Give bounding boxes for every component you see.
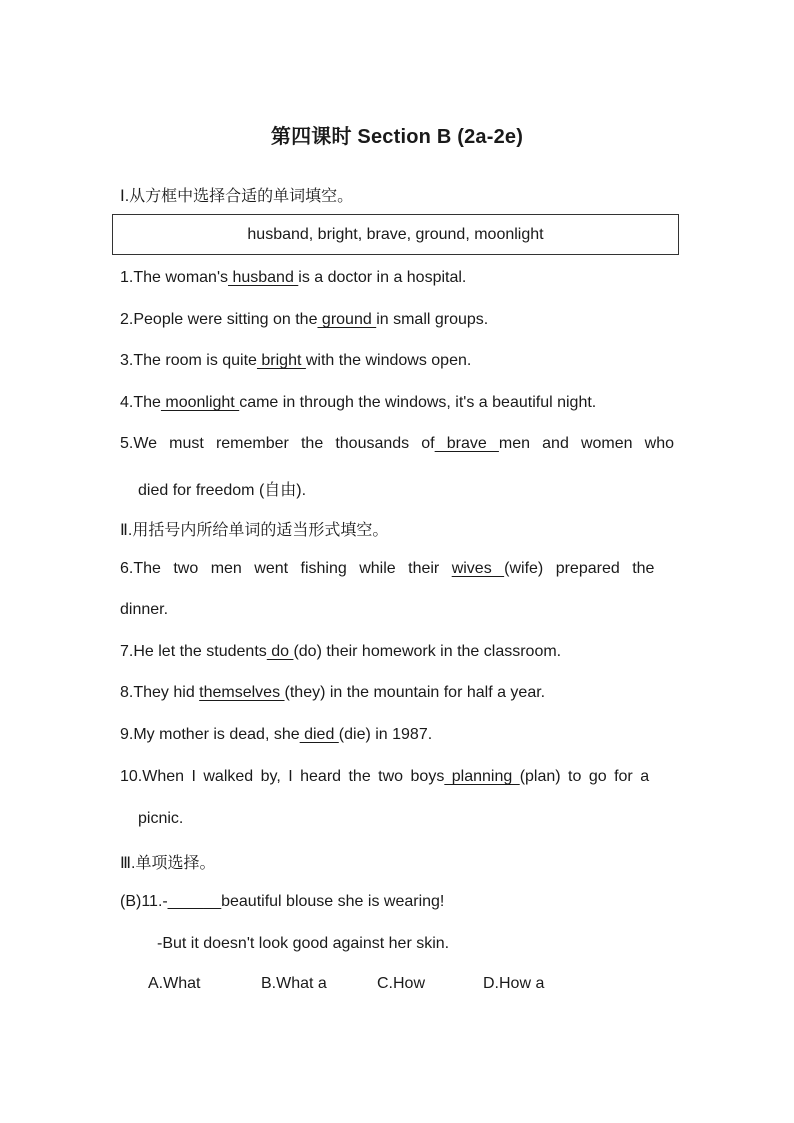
question-text: 9.My mother is dead, she (120, 726, 300, 743)
option-d: D.How a (483, 975, 545, 992)
answer-blank: ground (317, 311, 377, 328)
question-1 (120, 269, 466, 287)
question-11 (120, 893, 444, 911)
question-text: beautiful blouse she is wearing! (221, 893, 445, 910)
question-5 (120, 435, 674, 453)
question-text: 10.When I walked by, I heard the two boys (120, 768, 445, 785)
question-text: with the windows open. (305, 352, 472, 369)
word-box-text: husband, bright, brave, ground, moonlight (247, 225, 544, 243)
question-10-continued: picnic. (138, 810, 184, 827)
answer-blank: planning (444, 768, 520, 785)
answer-blank: husband (228, 269, 299, 286)
question-8 (120, 684, 545, 702)
question-text: 2.People were sitting on the (120, 311, 318, 328)
section-3-heading: Ⅲ.单项选择。 (120, 855, 216, 872)
question-text: (do) their homework in the classroom. (293, 643, 562, 660)
question-text: 3.The room is quite (120, 352, 257, 369)
question-3 (120, 352, 471, 370)
section-1-heading: Ⅰ.从方框中选择合适的单词填空。 (120, 188, 354, 205)
question-text: 1.The woman's (120, 269, 228, 286)
answer-blank: bright (256, 352, 306, 369)
question-text: 5.We must remember the thousands of (120, 435, 435, 452)
option-c: C.How (377, 975, 426, 992)
question-text: 7.He let the students (120, 643, 267, 660)
question-6-continued: dinner. (120, 601, 169, 618)
question-text: in small groups. (376, 311, 489, 328)
answer-blank: themselves (199, 684, 285, 701)
question-text: men and women who (498, 435, 675, 452)
question-text: (they) in the mountain for half a year. (284, 684, 546, 701)
question-text: 6.The two men went fishing while their (120, 560, 452, 577)
question-7 (120, 643, 561, 661)
answer-blank: do (266, 643, 294, 660)
answer-blank: ______ (167, 893, 222, 910)
word-box (112, 214, 679, 255)
option-b: B.What a (261, 975, 327, 992)
question-6 (120, 560, 654, 578)
answer-blank: moonlight (160, 394, 240, 411)
question-10 (120, 768, 649, 786)
question-text: came in through the windows, it's a beautiful night. (239, 394, 597, 411)
question-2 (120, 311, 488, 329)
question-5-continued: died for freedom (自由). (138, 482, 307, 499)
question-text: (wife) prepared the (504, 560, 655, 577)
section-2-heading: Ⅱ.用括号内所给单词的适当形式填空。 (120, 522, 389, 539)
question-9 (120, 726, 432, 744)
question-11-reply: -But it doesn't look good against her skin. (157, 935, 450, 952)
question-text: 4.The (120, 394, 161, 411)
page-title: 第四课时 Section B (2a-2e) (270, 126, 524, 148)
question-4 (120, 394, 596, 412)
answer-blank: wives (451, 560, 505, 577)
question-text: (B)11.- (120, 893, 168, 910)
question-text: 8.They hid (120, 684, 200, 701)
answer-blank: brave (434, 435, 499, 452)
question-text: (plan) to go for a (519, 768, 650, 785)
option-a: A.What (148, 975, 201, 992)
question-text: is a doctor in a hospital. (298, 269, 467, 286)
answer-blank: died (299, 726, 339, 743)
question-text: (die) in 1987. (338, 726, 433, 743)
